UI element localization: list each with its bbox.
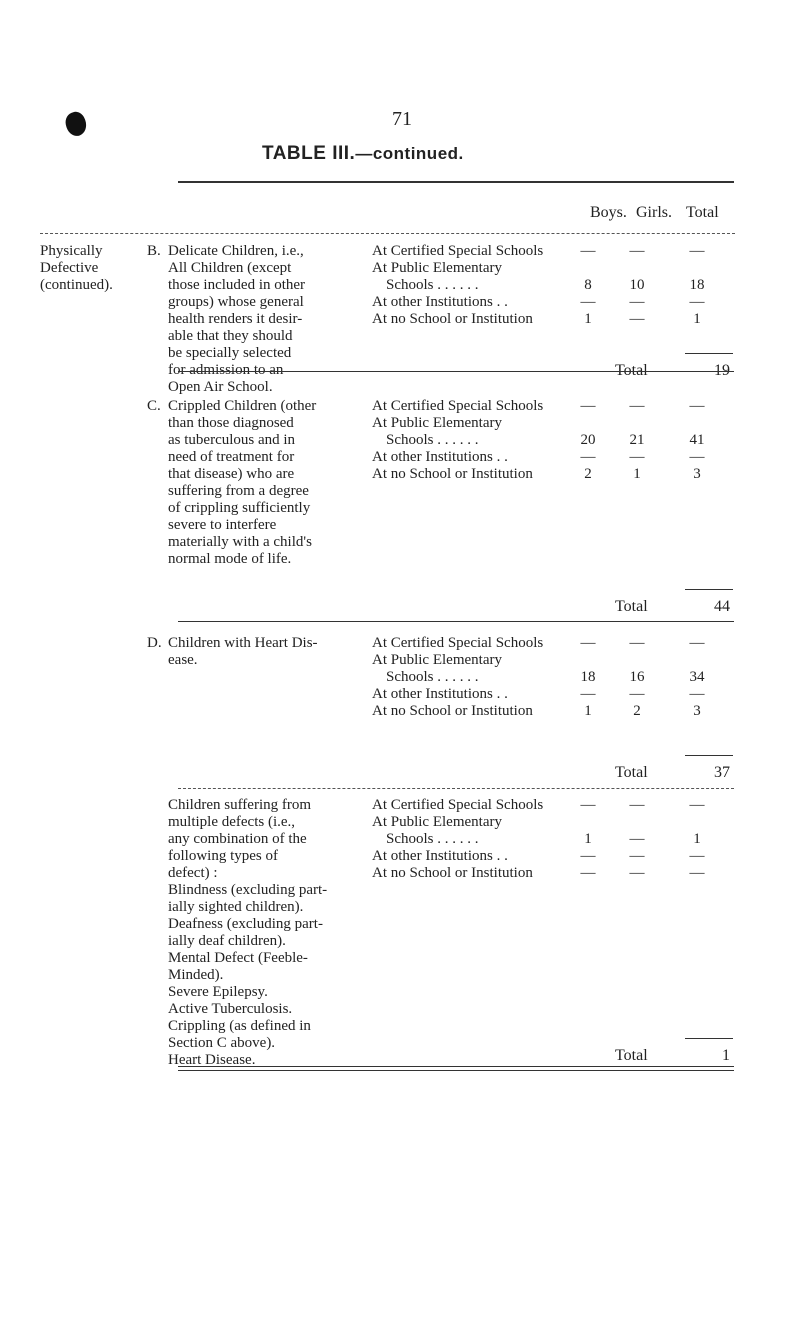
description-line: following types of (168, 848, 278, 864)
boys-value: 1 (584, 311, 592, 327)
school-type-line: Schools . . . . . . (386, 277, 479, 293)
boys-value: — (580, 294, 596, 310)
total-value: — (689, 848, 705, 864)
total-label: Total (615, 362, 648, 379)
boys-value: — (580, 243, 596, 259)
boys-value: — (580, 449, 596, 465)
description-line: All Children (except (168, 260, 292, 276)
total-rule (685, 589, 733, 590)
total-label: Total (615, 764, 648, 781)
total-count: 1 (722, 1047, 730, 1064)
ink-blot (62, 109, 89, 138)
page-number: 71 (392, 108, 412, 130)
total-value: 18 (689, 277, 705, 293)
description-line: severe to interfere (168, 517, 277, 533)
girls-value: 1 (633, 466, 641, 482)
col-header-total: Total (686, 204, 719, 221)
description-line: any combination of the (168, 831, 307, 847)
school-type-line: At Certified Special Schools (372, 398, 544, 414)
description-line: Minded). (168, 967, 224, 983)
description-line: Delicate Children, i.e., (168, 243, 304, 259)
boys-value: — (580, 635, 596, 651)
girls-value: 16 (629, 669, 645, 685)
description-line: multiple defects (i.e., (168, 814, 296, 830)
description-line: Crippling (as defined in (168, 1018, 311, 1034)
total-value: — (689, 243, 705, 259)
boys-value: 18 (580, 669, 596, 685)
col-header-boys: Boys. (590, 204, 627, 221)
col-header-girls: Girls. (636, 204, 672, 221)
description-line: of crippling sufficiently (168, 500, 311, 516)
school-type-line: At Public Elementary (372, 260, 502, 276)
description-line: Open Air School. (168, 379, 273, 395)
section-description (168, 797, 364, 1069)
section-description (168, 398, 364, 568)
description-line: that disease) who are (168, 466, 295, 482)
total-value: — (689, 686, 705, 702)
girls-value: — (629, 243, 645, 259)
section-rule (178, 788, 734, 789)
school-type-line: At no School or Institution (372, 311, 533, 327)
girls-value: — (629, 398, 645, 414)
total-value: — (689, 398, 705, 414)
group-label-line: Defective (40, 260, 99, 276)
bottom-rule (178, 1066, 734, 1067)
section-letter: D. (147, 635, 162, 651)
description-line: ease. (168, 652, 198, 668)
girls-value: — (629, 686, 645, 702)
section-rule (178, 371, 734, 372)
boys-value: — (580, 797, 596, 813)
boys-value: — (580, 686, 596, 702)
total-value: 41 (689, 432, 705, 448)
section-rule (178, 621, 734, 622)
description-line: Blindness (excluding part- (168, 882, 328, 898)
total-value: — (689, 449, 705, 465)
school-type-line: At other Institutions . . (372, 294, 508, 310)
girls-value: 10 (629, 277, 645, 293)
total-value: — (689, 294, 705, 310)
school-type-line: At no School or Institution (372, 466, 533, 482)
total-value: 3 (693, 466, 701, 482)
school-type-line: Schools . . . . . . (386, 669, 479, 685)
total-label: Total (615, 598, 648, 615)
girls-value: — (629, 831, 645, 847)
school-types (372, 398, 578, 483)
description-line: ially sighted children). (168, 899, 304, 915)
girls-value: — (629, 797, 645, 813)
description-line: health renders it desir- (168, 311, 303, 327)
section-letter: B. (147, 243, 161, 259)
girls-value: — (629, 848, 645, 864)
header-rule (40, 233, 735, 234)
boys-value: — (580, 865, 596, 881)
description-line: Crippled Children (other (168, 398, 317, 414)
bottom-rule (178, 1070, 734, 1071)
total-count: 37 (714, 764, 730, 781)
girls-value: — (629, 294, 645, 310)
boys-value: 2 (584, 466, 592, 482)
section-letter: C. (147, 398, 161, 414)
description-line: as tuberculous and in (168, 432, 296, 448)
group-label-line: (continued). (40, 277, 113, 293)
description-line: Heart Disease. (168, 1052, 256, 1068)
description-line: Deafness (excluding part- (168, 916, 323, 932)
group-label-line: Physically (40, 243, 103, 259)
table-title (262, 143, 464, 165)
total-value: — (689, 865, 705, 881)
description-line: for admission to an (168, 362, 284, 378)
description-line: Severe Epilepsy. (168, 984, 268, 1000)
boys-value: — (580, 398, 596, 414)
school-type-line: Schools . . . . . . (386, 831, 479, 847)
description-line: suffering from a degree (168, 483, 309, 499)
boys-value: 1 (584, 703, 592, 719)
total-value: — (689, 797, 705, 813)
boys-value: — (580, 848, 596, 864)
school-type-line: At Public Elementary (372, 814, 502, 830)
description-line: than those diagnosed (168, 415, 294, 431)
description-line: materially with a child's (168, 534, 312, 550)
school-type-line: At Certified Special Schools (372, 635, 544, 651)
girls-value: 21 (629, 432, 645, 448)
total-count: 44 (714, 598, 730, 615)
girls-value: — (629, 635, 645, 651)
description-line: Active Tuberculosis. (168, 1001, 293, 1017)
description-line: ially deaf children). (168, 933, 286, 949)
boys-value: 8 (584, 277, 592, 293)
table-title-suffix: —continued. (355, 144, 464, 163)
section-description (168, 243, 364, 396)
top-rule (178, 181, 734, 183)
school-type-line: At other Institutions . . (372, 449, 508, 465)
total-rule (685, 1038, 733, 1039)
description-line: Children with Heart Dis- (168, 635, 318, 651)
table-title-main: TABLE III. (262, 143, 356, 164)
school-type-line: At no School or Institution (372, 703, 533, 719)
school-type-line: At other Institutions . . (372, 848, 508, 864)
school-type-line: At Public Elementary (372, 652, 502, 668)
school-types (372, 797, 578, 882)
total-value: 1 (693, 831, 701, 847)
total-value: 1 (693, 311, 701, 327)
description-line: normal mode of life. (168, 551, 292, 567)
school-type-line: At Certified Special Schools (372, 797, 544, 813)
description-line: able that they should (168, 328, 293, 344)
description-line: Children suffering from (168, 797, 312, 813)
girls-value: — (629, 311, 645, 327)
school-type-line: At Certified Special Schools (372, 243, 544, 259)
total-rule (685, 353, 733, 354)
section-description (168, 635, 364, 669)
total-value: 3 (693, 703, 701, 719)
school-types (372, 635, 578, 720)
description-line: Mental Defect (Feeble- (168, 950, 308, 966)
description-line: defect) : (168, 865, 218, 881)
total-label: Total (615, 1047, 648, 1064)
boys-value: 20 (580, 432, 596, 448)
description-line: groups) whose general (168, 294, 304, 310)
boys-value: 1 (584, 831, 592, 847)
school-type-line: At no School or Institution (372, 865, 533, 881)
description-line: Section C above). (168, 1035, 276, 1051)
total-count: 19 (714, 362, 730, 379)
girls-value: 2 (633, 703, 641, 719)
description-line: be specially selected (168, 345, 292, 361)
school-types (372, 243, 578, 328)
description-line: those included in other (168, 277, 306, 293)
girls-value: — (629, 449, 645, 465)
girls-value: — (629, 865, 645, 881)
total-rule (685, 755, 733, 756)
total-value: — (689, 635, 705, 651)
school-type-line: At Public Elementary (372, 415, 502, 431)
total-value: 34 (689, 669, 705, 685)
group-label (40, 243, 113, 294)
description-line: need of treatment for (168, 449, 295, 465)
school-type-line: Schools . . . . . . (386, 432, 479, 448)
school-type-line: At other Institutions . . (372, 686, 508, 702)
